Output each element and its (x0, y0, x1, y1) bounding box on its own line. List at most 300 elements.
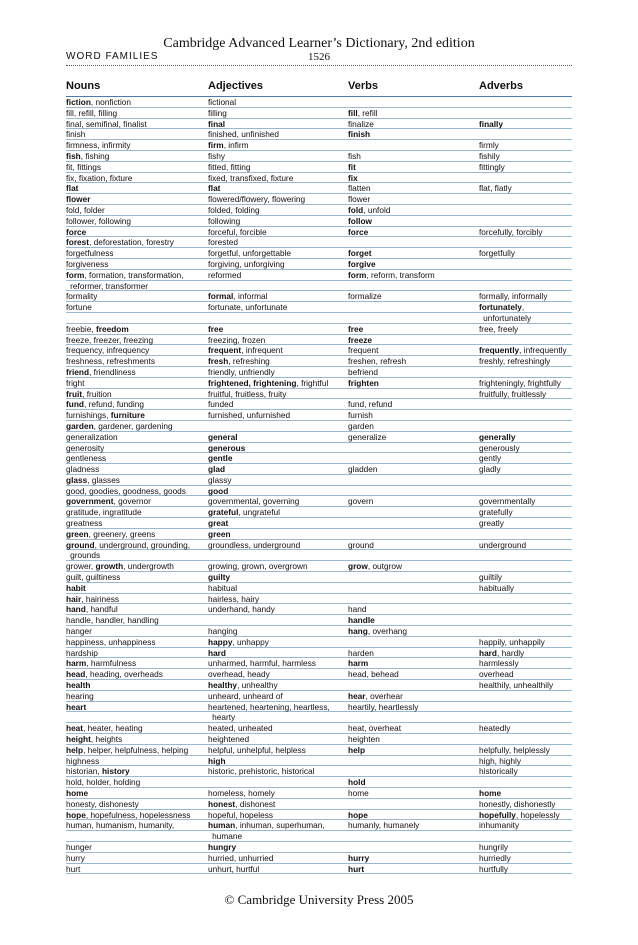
word-text: heightened (208, 734, 250, 745)
adjective-cell (208, 810, 344, 821)
verb-cell (348, 216, 474, 227)
word-text: folded, folding (208, 204, 260, 215)
word-text: , gardener, gardening (93, 420, 173, 431)
adjective-cell (208, 378, 344, 389)
table-row (66, 237, 572, 248)
noun-cell (66, 443, 204, 454)
noun-cell (66, 227, 204, 238)
word-text: greatness (66, 518, 103, 529)
word-text: overhead (479, 669, 514, 680)
headword: hard (479, 647, 497, 658)
adverb-cell (479, 648, 572, 659)
word-text: happiness, unhappiness (66, 636, 156, 647)
adjective-cell (208, 766, 344, 777)
verb-cell (348, 324, 474, 335)
headword: formal (208, 291, 234, 302)
table-row (66, 281, 572, 292)
adverb-cell (479, 302, 572, 313)
adjective-cell (208, 129, 344, 140)
table-row (66, 205, 572, 216)
word-text: hairless, hairy (208, 593, 260, 604)
headword: generous (208, 442, 246, 453)
verb-cell (348, 399, 474, 410)
word-text: fortune (66, 302, 92, 313)
noun-cell (66, 259, 204, 270)
table-row (66, 604, 572, 615)
word-text: fund, refund (348, 399, 393, 410)
verb-cell (348, 194, 474, 205)
headword: fold (348, 204, 364, 215)
adverb-cell (479, 453, 572, 464)
word-text: formalize (348, 291, 382, 302)
word-text: , overhear (365, 690, 403, 701)
noun-cell (66, 194, 204, 205)
word-text: home (348, 788, 369, 798)
word-text: good, goodies, goodness, goods (66, 485, 186, 496)
table-row (66, 540, 572, 551)
headword: heat (66, 723, 84, 734)
noun-cell (66, 583, 204, 594)
adverb-cell (479, 162, 572, 173)
word-text: ground (348, 539, 374, 550)
word-text: governmentally (479, 496, 536, 507)
table-row (66, 723, 572, 734)
adverb-cell (479, 119, 572, 130)
table-row (66, 864, 572, 875)
table-row (66, 637, 572, 648)
adverb-cell (479, 518, 572, 529)
headword: fill (348, 107, 358, 118)
adverb-cell (479, 248, 572, 259)
table-row (66, 453, 572, 464)
adjective-cell (208, 194, 344, 205)
word-text: , heater, heating (83, 723, 143, 734)
verb-cell (348, 745, 474, 756)
adverb-cell (479, 313, 572, 324)
word-text: freshness, refreshments (66, 356, 155, 367)
word-text: , overhang (367, 626, 408, 637)
table-row (66, 259, 572, 270)
word-text: hurry (66, 852, 85, 863)
word-text: groundless, underground (208, 539, 301, 550)
adjective-cell (208, 302, 344, 313)
word-text: firmly (479, 140, 499, 151)
word-text: honesty, dishonesty (66, 798, 139, 809)
word-text: , helper, helpfulness, helping (83, 744, 189, 755)
headword: hear (348, 690, 366, 701)
adjective-cell (208, 864, 344, 875)
noun-cell (66, 464, 204, 475)
headword: government (66, 496, 114, 507)
noun-cell (66, 270, 204, 281)
adverb-cell (479, 443, 572, 454)
word-text: gently (479, 453, 502, 464)
word-text: , hopefulness, hopelessness (85, 809, 191, 820)
table-row (66, 313, 572, 324)
adjective-cell (208, 626, 344, 637)
word-text: hurried, unhurried (208, 852, 274, 863)
word-text: hanging (208, 626, 238, 637)
noun-cell (66, 594, 204, 605)
dotted-rule (66, 65, 572, 66)
verb-cell (348, 615, 474, 626)
table-row (66, 486, 572, 497)
word-text: inhumanity (479, 820, 520, 831)
adjective-cell (208, 529, 344, 540)
table-row (66, 227, 572, 238)
headword: grow (348, 561, 368, 572)
headword: forest (66, 237, 90, 248)
headword: hurry (348, 852, 370, 863)
headword: forget (348, 248, 372, 259)
table-row (66, 291, 572, 302)
verb-cell (348, 464, 474, 475)
word-text: , hairiness (81, 593, 120, 604)
adverb-cell (479, 151, 572, 162)
word-text: final, semifinal, finalist (66, 118, 147, 129)
word-text: fit, fittings (66, 161, 102, 172)
document-title: Cambridge Advanced Learner’s Dictionary, 2nd edition (163, 36, 475, 51)
headword: frighten (348, 377, 379, 388)
word-text: hold, holder, holding (66, 777, 141, 788)
headword: garden (66, 420, 94, 431)
adjective-cell (208, 820, 344, 831)
table-row (66, 680, 572, 691)
verb-cell (348, 151, 474, 162)
word-text: flower (348, 194, 371, 205)
word-text: , refill (357, 107, 378, 118)
verb-cell (348, 378, 474, 389)
word-text: , deforestation, forestry (89, 237, 174, 248)
adjective-cell (208, 248, 344, 259)
headword: frequently (479, 345, 520, 356)
word-text: follower, following (66, 215, 132, 226)
verb-cell (348, 291, 474, 302)
table-header (66, 80, 572, 95)
table-row (66, 356, 572, 367)
word-text: , heights (90, 734, 123, 745)
word-text: , outgrow (367, 561, 402, 572)
verb-cell (348, 604, 474, 615)
word-text: unfortunately (479, 312, 532, 323)
adjective-cell (208, 367, 344, 378)
word-text: , fishing (80, 150, 110, 161)
noun-cell (66, 356, 204, 367)
word-text: fixed, transfixed, fixture (208, 172, 294, 183)
word-text: overhead, heady (208, 669, 270, 680)
headword: fish (66, 150, 81, 161)
section-heading: WORD FAMILIES (66, 51, 159, 62)
adjective-cell (208, 270, 344, 281)
table-row (66, 712, 572, 723)
word-text: hearing (66, 690, 94, 701)
word-text: , friendliness (89, 366, 136, 377)
noun-cell (66, 302, 204, 313)
adverb-cell (479, 788, 572, 799)
headword: finish (348, 129, 371, 140)
table-row (66, 335, 572, 346)
verb-cell (348, 108, 474, 119)
adjective-cell (208, 831, 344, 842)
table-row (66, 173, 572, 184)
verb-cell (348, 734, 474, 745)
table-row (66, 507, 572, 518)
word-text: furnished, unfurnished (208, 410, 291, 421)
word-text: freshly, refreshingly (479, 356, 551, 367)
word-text: gladness (66, 464, 100, 475)
word-text: friendly, unfriendly (208, 366, 275, 377)
adverb-cell (479, 745, 572, 756)
headword: help (66, 744, 84, 755)
word-text: , unhappy (232, 636, 269, 647)
noun-cell (66, 140, 204, 151)
word-text: hungrily (479, 841, 509, 852)
word-text: forgetfulness (66, 248, 114, 259)
word-text: hand (348, 604, 367, 615)
headword: guilty (208, 572, 231, 583)
adverb-cell (479, 356, 572, 367)
verb-cell (348, 669, 474, 680)
adjective-cell (208, 389, 344, 400)
adjective-cell (208, 151, 344, 162)
word-text: , handful (85, 604, 118, 615)
verb-cell (348, 259, 474, 270)
verb-cell (348, 853, 474, 864)
word-text: humanly, humanely (348, 820, 420, 831)
adjective-cell (208, 97, 344, 108)
headword: green (66, 528, 89, 539)
adjective-cell (208, 486, 344, 497)
table-row (66, 658, 572, 669)
adjective-cell (208, 637, 344, 648)
word-text: unharmed, harmful, harmless (208, 658, 316, 669)
word-text: forgetful, unforgettable (208, 248, 292, 259)
verb-cell (348, 335, 474, 346)
word-text: high, highly (479, 755, 521, 766)
word-text: , infrequent (241, 345, 283, 356)
word-text: freebie, (66, 323, 96, 334)
word-text: , fruition (82, 388, 112, 399)
noun-cell (66, 496, 204, 507)
adjective-cell (208, 432, 344, 443)
verb-cell (348, 691, 474, 702)
noun-cell (66, 108, 204, 119)
table-row (66, 820, 572, 831)
noun-cell (66, 324, 204, 335)
adverb-cell (479, 658, 572, 669)
word-text: underhand, handy (208, 604, 275, 615)
word-text: forgetfully (479, 248, 515, 259)
word-text: head, behead (348, 669, 399, 680)
adjective-cell (208, 356, 344, 367)
headword: hand (66, 604, 86, 615)
headword: finally (479, 118, 503, 129)
adjective-cell (208, 702, 344, 713)
word-text: gladden (348, 464, 378, 475)
headword: freedom (95, 323, 129, 334)
headword: friend (66, 366, 90, 377)
word-text: generalization (66, 431, 118, 442)
headword: grateful (208, 507, 239, 518)
word-text: , undergrowth (123, 561, 174, 572)
noun-cell (66, 788, 204, 799)
headword: green (208, 528, 231, 539)
table-row (66, 389, 572, 400)
verb-cell (348, 173, 474, 184)
headword: force (348, 226, 369, 237)
headword: head (66, 669, 86, 680)
headword: follow (348, 215, 372, 226)
noun-cell (66, 248, 204, 259)
adjective-cell (208, 464, 344, 475)
table-row (66, 594, 572, 605)
noun-cell (66, 399, 204, 410)
table-row (66, 615, 572, 626)
word-text: finished, unfinished (208, 129, 280, 140)
adverb-cell (479, 496, 572, 507)
verb-cell (348, 658, 474, 669)
adjective-cell (208, 842, 344, 853)
table-row (66, 183, 572, 194)
adverb-cell (479, 540, 572, 551)
word-text: funded (208, 399, 234, 410)
table-row (66, 162, 572, 173)
adjective-cell (208, 669, 344, 680)
word-text: flatten (348, 183, 371, 194)
headword: force (66, 226, 87, 237)
word-text: , refreshing (228, 356, 270, 367)
noun-cell (66, 432, 204, 443)
adjective-cell (208, 324, 344, 335)
noun-cell (66, 129, 204, 140)
noun-cell (66, 745, 204, 756)
adjective-cell (208, 691, 344, 702)
word-text: , informal (233, 291, 268, 302)
table-row (66, 410, 572, 421)
word-text: , refund, funding (83, 399, 144, 410)
headword: final (208, 118, 226, 129)
headword: honest (208, 798, 236, 809)
word-text: fitted, fitting (208, 161, 251, 172)
adjective-cell (208, 853, 344, 864)
headword: firm (208, 140, 224, 151)
adjective-cell (208, 561, 344, 572)
word-text: fishy (208, 150, 226, 161)
adverb-cell (479, 183, 572, 194)
word-text: fright (66, 377, 85, 388)
noun-cell (66, 237, 204, 248)
headword: human (208, 820, 236, 831)
word-text: freshen, refresh (348, 356, 407, 367)
word-text: finalize (348, 118, 374, 129)
word-text: heighten (348, 734, 380, 745)
headword: high (208, 755, 226, 766)
adjective-cell (208, 594, 344, 605)
word-text: fishily (479, 150, 500, 161)
verb-cell (348, 421, 474, 432)
word-text: , hopelessly (515, 809, 560, 820)
word-text: , unhealthy (237, 680, 278, 691)
adjective-cell (208, 712, 344, 723)
table-row (66, 853, 572, 864)
word-text: happily, unhappily (479, 636, 545, 647)
word-text: , infirm (223, 140, 249, 151)
adjective-cell (208, 540, 344, 551)
word-text: gentleness (66, 453, 107, 464)
verb-cell (348, 367, 474, 378)
noun-cell (66, 669, 204, 680)
adjective-cell (208, 183, 344, 194)
table-row (66, 119, 572, 130)
headword: growth (95, 561, 124, 572)
noun-cell (66, 799, 204, 810)
word-text: , infrequently (519, 345, 567, 356)
headword: happy (208, 636, 233, 647)
adjective-cell (208, 291, 344, 302)
adjective-cell (208, 680, 344, 691)
word-text: hardship (66, 647, 98, 658)
word-text: fix, fixation, fixture (66, 172, 133, 183)
table-row (66, 151, 572, 162)
word-text: , underground, grounding, (94, 539, 191, 550)
headword: height (66, 734, 91, 745)
adverb-cell (479, 324, 572, 335)
word-text: human, humanism, humanity, (66, 820, 175, 831)
word-text: generously (479, 442, 520, 453)
adverb-cell (479, 583, 572, 594)
word-text: hopeful, hopeless (208, 809, 274, 820)
table-row (66, 108, 572, 119)
adverb-cell (479, 432, 572, 443)
verb-cell (348, 270, 474, 281)
headword: hair (66, 593, 82, 604)
word-text: homeless, homely (208, 788, 275, 798)
word-text: frequent (348, 345, 379, 356)
word-text: fish (348, 150, 361, 161)
headword: hard (208, 647, 226, 658)
word-text: gratefully (479, 507, 513, 518)
word-text: garden (348, 420, 374, 431)
headword: harm (348, 658, 369, 669)
word-text: harmlessly (479, 658, 519, 669)
adjective-cell (208, 518, 344, 529)
headword: generally (479, 431, 516, 442)
table-row (66, 691, 572, 702)
table-row (66, 443, 572, 454)
headword: fresh (208, 356, 229, 367)
column-header-adverbs: Adverbs (479, 80, 524, 92)
noun-cell (66, 119, 204, 130)
adjective-cell (208, 108, 344, 119)
headword: frightened, frightening (208, 377, 297, 388)
headword: hold (348, 777, 366, 788)
noun-cell (66, 540, 204, 551)
noun-cell (66, 518, 204, 529)
word-text: , (521, 302, 525, 313)
table-row (66, 194, 572, 205)
verb-cell (348, 648, 474, 659)
noun-cell (66, 658, 204, 669)
headword: health (66, 680, 91, 691)
word-text: , ungrateful (238, 507, 280, 518)
headword: free (348, 323, 364, 334)
verb-cell (348, 810, 474, 821)
word-text: frighteningly, frightfully (479, 377, 561, 388)
headword: furniture (110, 410, 145, 421)
word-text: hanger (66, 626, 92, 637)
noun-cell (66, 378, 204, 389)
adverb-cell (479, 637, 572, 648)
